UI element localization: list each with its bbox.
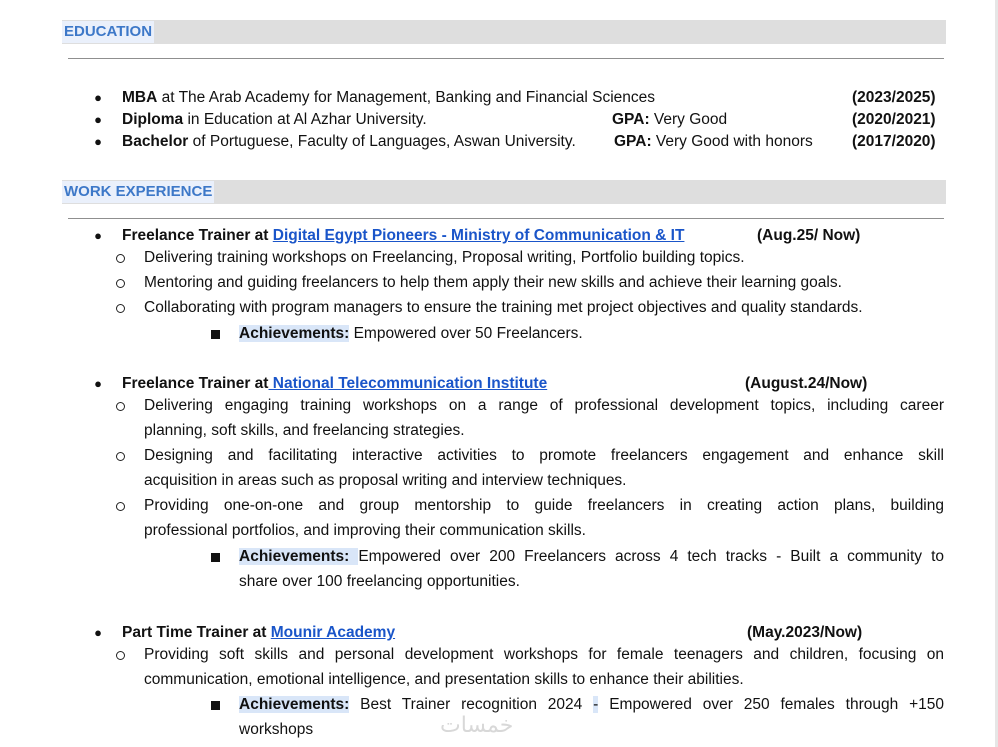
education-gpa: GPA: Very Good — [612, 111, 728, 128]
education-item: Diploma in Education at Al Azhar University. — [122, 111, 427, 128]
job-achievement: Achievements: Empowered over 50 Freelancers. — [239, 325, 583, 342]
job-duty-cont: communication, emotional intelligence, and presentation skills to enhance their abilities. — [144, 671, 744, 688]
bullet-dot: ● — [94, 625, 102, 640]
work-heading: WORK EXPERIENCE — [62, 181, 214, 203]
circle-bullet-icon — [114, 645, 128, 665]
circle-bullet-icon — [114, 298, 128, 318]
org-link[interactable]: Mounir Academy — [270, 624, 396, 641]
work-rule — [68, 218, 944, 219]
bullet-dot: ● — [94, 376, 102, 391]
job-duty-cont: acquisition in areas such as proposal writing and interview techniques. — [144, 472, 627, 489]
job-achievement: Achievements: Best Trainer recognition 2024 - Empowered over 250 females through +150 — [239, 696, 944, 713]
education-date: (2017/2020) — [852, 133, 936, 150]
job-date: (May.2023/Now) — [747, 624, 863, 641]
job-duty: Delivering engaging training workshops on a range of professional development topics, including career — [144, 397, 944, 414]
org-link[interactable]: Digital Egypt Pioneers - Ministry of Communication & IT — [272, 227, 685, 244]
bullet-dot: ● — [94, 112, 102, 127]
education-section-header — [62, 20, 946, 44]
bullet-dot: ● — [94, 134, 102, 149]
watermark: خمسات — [440, 712, 514, 737]
circle-bullet-icon — [114, 496, 128, 516]
circle-bullet-icon — [114, 248, 128, 268]
square-bullet-icon — [211, 701, 220, 710]
job-title: Freelance Trainer at National Telecommunication Institute — [122, 375, 548, 392]
job-date: (August.24/Now) — [745, 375, 868, 392]
job-title: Freelance Trainer at Digital Egypt Pioneers - Ministry of Communication & IT — [122, 227, 685, 244]
job-duty: Designing and facilitating interactive activities to promote freelancers engagement and enhance skill — [144, 447, 944, 464]
education-gpa: GPA: Very Good with honors — [614, 133, 813, 150]
job-duty-cont: professional portfolios, and improving their communication skills. — [144, 522, 586, 539]
education-rule — [68, 58, 944, 59]
work-section-header — [62, 180, 946, 204]
bullet-dot: ● — [94, 90, 102, 105]
education-date: (2023/2025) — [852, 89, 936, 106]
education-item: MBA at The Arab Academy for Management, Banking and Financial Sciences — [122, 89, 656, 106]
org-link[interactable]: National Telecommunication Institute — [268, 375, 548, 392]
education-item: Bachelor of Portuguese, Faculty of Languages, Aswan University. — [122, 133, 576, 150]
education-heading: EDUCATION — [62, 21, 154, 43]
job-duty: Delivering training workshops on Freelancing, Proposal writing, Portfolio building topics. — [144, 249, 745, 266]
circle-bullet-icon — [114, 396, 128, 416]
circle-bullet-icon — [114, 446, 128, 466]
job-achievement: Achievements: Empowered over 200 Freelancers across 4 tech tracks - Built a community to — [239, 548, 945, 565]
job-duty: Providing one-on-one and group mentorship to guide freelancers in creating action plans, building — [144, 497, 944, 514]
job-title: Part Time Trainer at Mounir Academy — [122, 624, 396, 641]
job-duty-cont: planning, soft skills, and freelancing strategies. — [144, 422, 465, 439]
job-duty: Providing soft skills and personal development workshops for female teenagers and children, focusing on — [144, 646, 944, 663]
job-duty: Mentoring and guiding freelancers to help them apply their new skills and achieve their learning goals. — [144, 274, 842, 291]
job-duty: Collaborating with program managers to ensure the training met project objectives and quality standards. — [144, 299, 863, 316]
circle-bullet-icon — [114, 273, 128, 293]
job-date: (Aug.25/ Now) — [757, 227, 861, 244]
education-date: (2020/2021) — [852, 111, 936, 128]
job-achievement-cont: workshops — [239, 721, 314, 738]
square-bullet-icon — [211, 553, 220, 562]
square-bullet-icon — [211, 330, 220, 339]
bullet-dot: ● — [94, 228, 102, 243]
job-achievement-cont: share over 100 freelancing opportunities. — [239, 573, 520, 590]
